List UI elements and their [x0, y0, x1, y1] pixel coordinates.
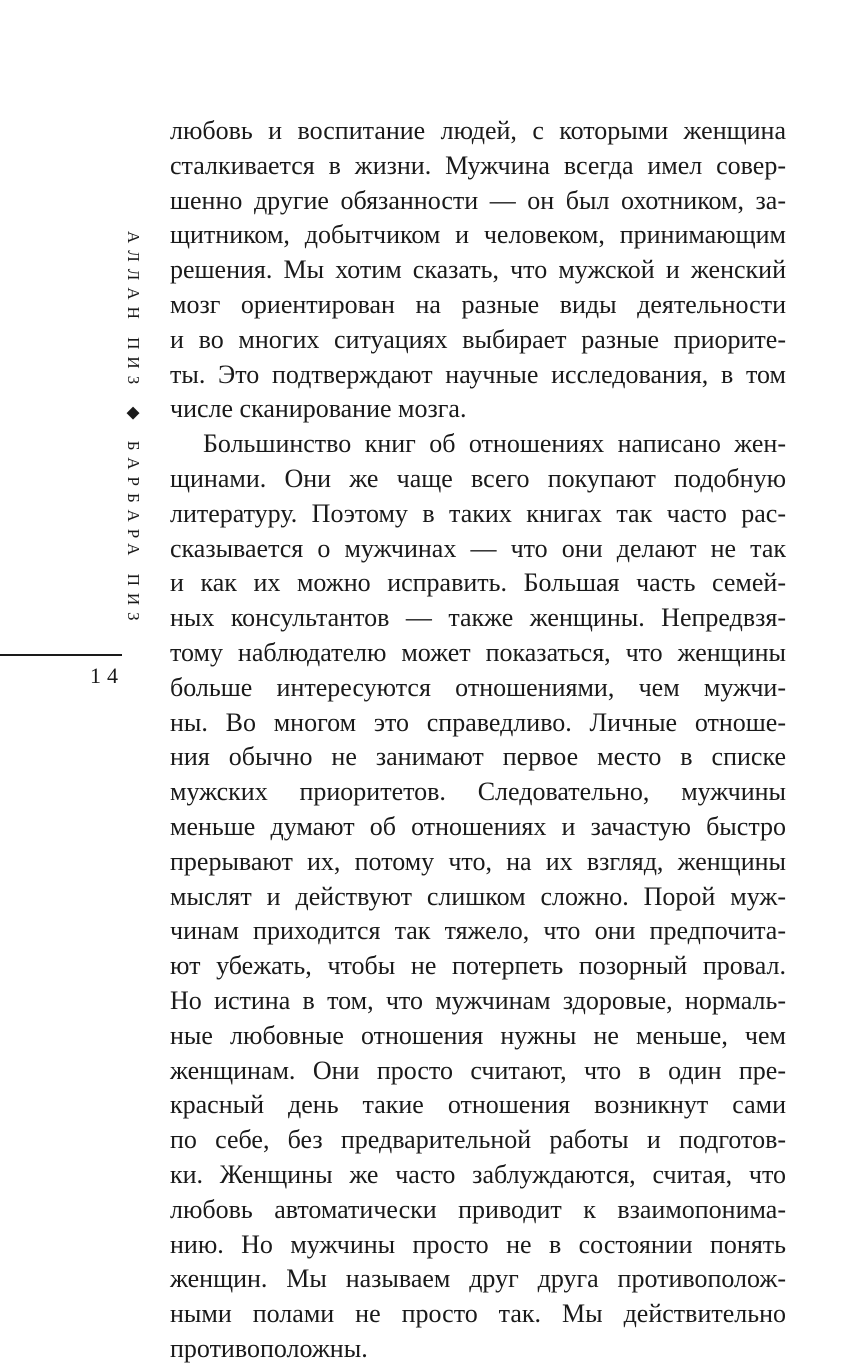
text-line: щитником, добытчиком и человеком, принимающим	[170, 220, 786, 250]
paragraph-1	[170, 114, 786, 427]
text-line: женщинам. Они просто считают, что в один пре-	[170, 1055, 786, 1085]
text-line: щинами. Они же чаще всего покупают подобную	[170, 463, 786, 493]
text-line: тому наблюдателю может показаться, что женщины	[170, 637, 786, 667]
text-line: мозг ориентирован на разные виды деятельности	[170, 289, 786, 319]
text-line: ют убежать, чтобы не потерпеть позорный провал.	[170, 951, 786, 981]
running-head: АЛЛАН ПИЗ ◆ БАРБАРА ПИЗ	[124, 231, 143, 628]
text-line: и во многих ситуациях выбирает разные приорите-	[170, 324, 786, 354]
text-line: ты. Это подтверждают научные исследования, в том	[170, 359, 786, 389]
text-line: и как их можно исправить. Большая часть семей-	[170, 568, 786, 598]
folio-rule	[0, 654, 122, 656]
text-line: меньше думают об отношениях и зачастую быстро	[170, 811, 786, 841]
text-line: ных консультантов — также женщины. Непредвзя-	[170, 603, 786, 633]
text-line: чинам приходится так тяжело, что они предпочита-	[170, 916, 786, 946]
text-line: больше интересуются отношениями, чем мужчи-	[170, 672, 786, 702]
text-line: сталкивается в жизни. Мужчина всегда имел совер-	[170, 150, 786, 180]
text-line: противоположны.	[170, 1333, 368, 1363]
text-line: ки. Женщины же часто заблуждаются, считая, что	[170, 1159, 786, 1189]
text-line: мыслят и действуют слишком сложно. Порой муж-	[170, 881, 786, 911]
text-line: Большинство книг об отношениях написано жен-	[203, 429, 786, 459]
text-line: прерывают их, потому что, на их взгляд, женщины	[170, 846, 786, 876]
paragraph-2	[170, 427, 786, 1367]
page-number: 14	[90, 663, 124, 688]
text-line: литературу. Поэтому в таких книгах так часто рас-	[170, 498, 786, 528]
text-line: любовь и воспитание людей, с которыми женщина	[170, 116, 786, 145]
body-text	[170, 114, 786, 1367]
text-line: красный день такие отношения возникнут сами	[170, 1090, 786, 1120]
text-line: решения. Мы хотим сказать, что мужской и женский	[170, 255, 786, 285]
text-line: нию. Но мужчины просто не в состоянии понять	[170, 1229, 786, 1259]
text-line: шенно другие обязанности — он был охотником, за-	[170, 185, 786, 215]
text-line: сказывается о мужчинах — что они делают не так	[170, 533, 786, 563]
text-line: Но истина в том, что мужчинам здоровые, нормаль-	[170, 985, 786, 1015]
text-line: ные любовные отношения нужны не меньше, чем	[170, 1020, 786, 1050]
text-line: мужских приоритетов. Следовательно, мужчины	[170, 777, 786, 807]
text-line: ния обычно не занимают первое место в списке	[170, 742, 786, 772]
text-line: ны. Во многом это справедливо. Личные отноше-	[170, 707, 786, 737]
text-line: женщин. Мы называем друг друга противополож-	[170, 1264, 786, 1294]
text-line: ными полами не просто так. Мы действительно	[170, 1299, 786, 1329]
text-line: числе сканирование мозга.	[170, 394, 467, 424]
text-line: по себе, без предварительной работы и подготов-	[170, 1125, 786, 1155]
text-line: любовь автоматически приводит к взаимопонима-	[170, 1194, 786, 1224]
